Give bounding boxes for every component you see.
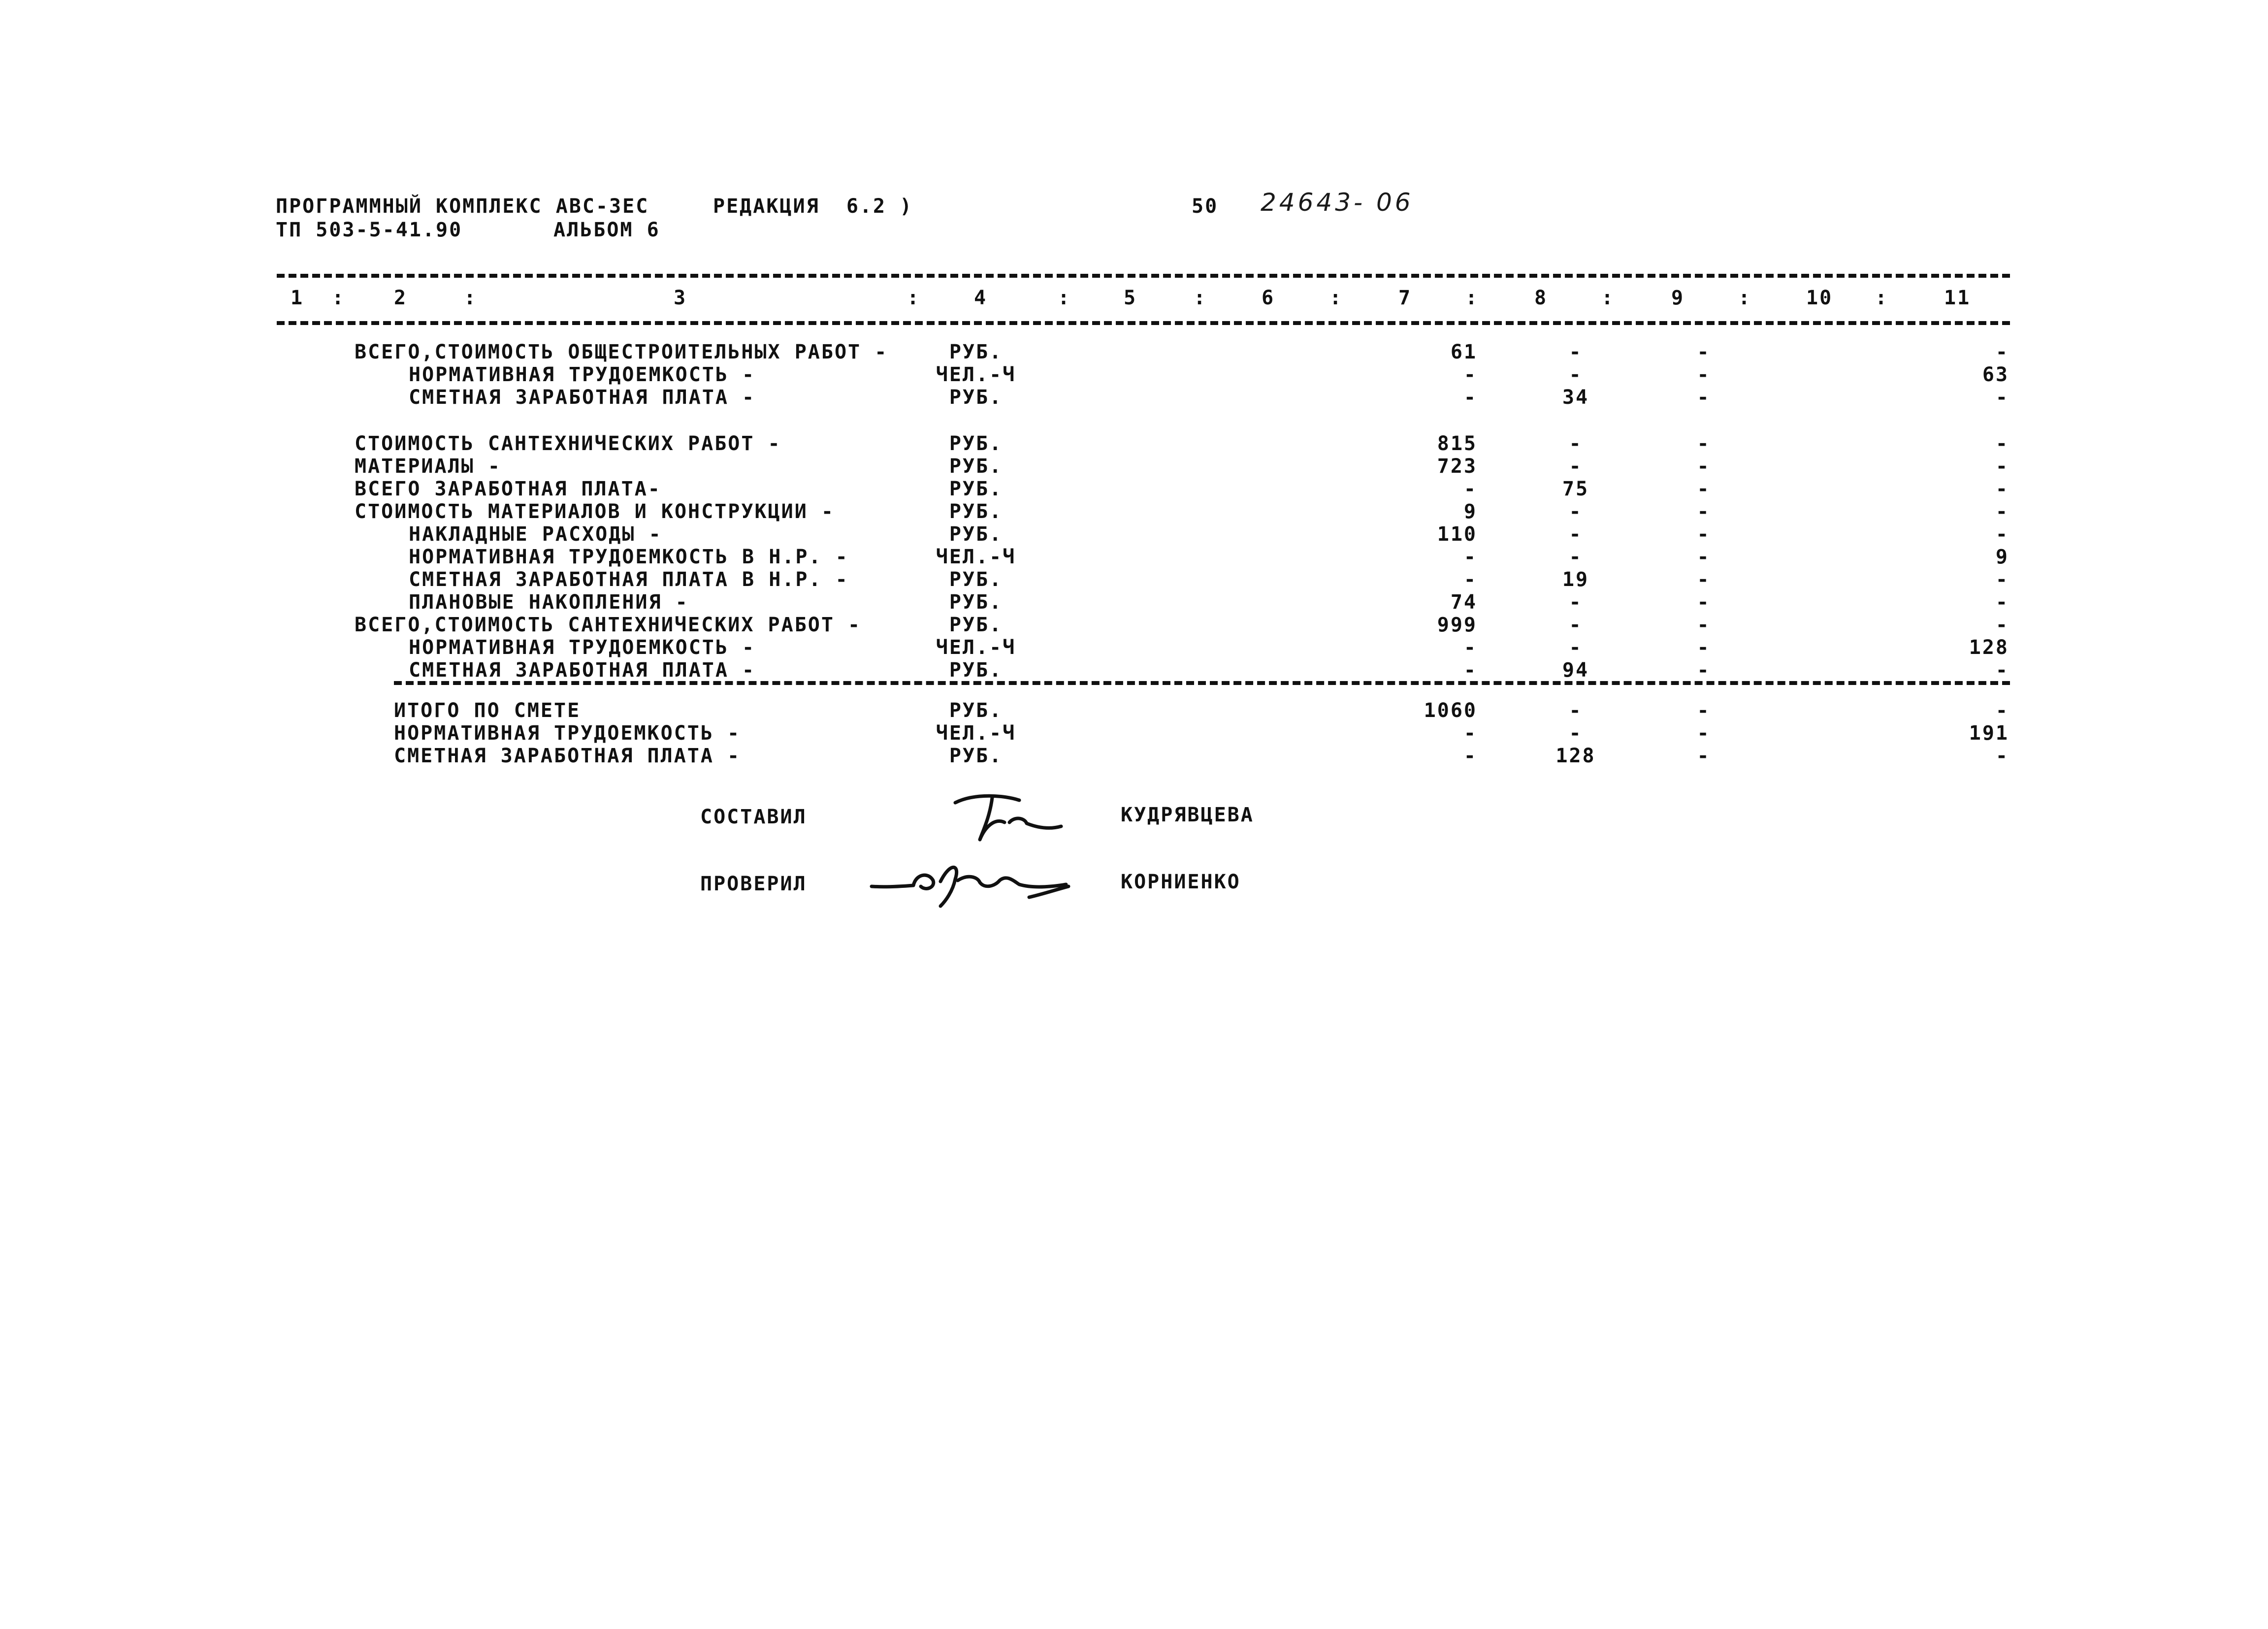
header-program: ПРОГРАММНЫЙ КОМПЛЕКС АВС-3ЕС xyxy=(276,195,649,218)
col-sep: : xyxy=(1465,287,1479,309)
row-label: СТОИМОСТЬ МАТЕРИАЛОВ И КОНСТРУКЦИИ - xyxy=(355,500,835,523)
row-unit: РУБ. xyxy=(949,591,1003,614)
row-col8: - xyxy=(1569,636,1583,659)
row-label: МАТЕРИАЛЫ - xyxy=(355,455,501,478)
row-col11: 191 xyxy=(1969,722,2009,745)
row-col9: - xyxy=(1697,432,1711,455)
row-col11: - xyxy=(1995,386,2009,409)
compiled-signature xyxy=(945,788,1073,847)
row-label: ВСЕГО ЗАРАБОТНАЯ ПЛАТА- xyxy=(355,478,661,500)
col-3: 3 xyxy=(674,287,687,309)
row-unit: РУБ. xyxy=(949,478,1003,500)
row-label: НОРМАТИВНАЯ ТРУДОЕМКОСТЬ - xyxy=(409,636,756,659)
row-col9: - xyxy=(1697,722,1711,745)
row-unit: ЧЕЛ.-Ч xyxy=(936,636,1016,659)
row-col7: 74 xyxy=(1450,591,1477,614)
row-col9: - xyxy=(1697,363,1711,386)
header-edition: РЕДАКЦИЯ 6.2 ) xyxy=(713,195,913,218)
row-col8: - xyxy=(1569,523,1583,546)
row-unit: ЧЕЛ.-Ч xyxy=(936,363,1016,386)
col-1: 1 xyxy=(291,287,304,309)
row-col8: 34 xyxy=(1562,386,1589,409)
compiled-by-label: СОСТАВИЛ xyxy=(700,806,807,828)
row-col8: 19 xyxy=(1562,568,1589,591)
row-col9: - xyxy=(1697,455,1711,478)
table-header-rule xyxy=(277,321,2010,325)
row-unit: РУБ. xyxy=(949,659,1003,682)
row-col7: 723 xyxy=(1437,455,1477,478)
row-col7: - xyxy=(1463,546,1477,568)
row-col7: - xyxy=(1463,568,1477,591)
col-sep: : xyxy=(1194,287,1207,309)
row-col11: - xyxy=(1995,614,2009,636)
col-7: 7 xyxy=(1398,287,1412,309)
row-col9: - xyxy=(1697,341,1711,363)
row-unit: ЧЕЛ.-Ч xyxy=(936,546,1016,568)
row-unit: РУБ. xyxy=(949,455,1003,478)
row-col9: - xyxy=(1697,614,1711,636)
checked-by-label: ПРОВЕРИЛ xyxy=(700,873,807,895)
col-sep: : xyxy=(1738,287,1752,309)
row-col8: - xyxy=(1569,699,1583,722)
col-4: 4 xyxy=(974,287,988,309)
col-sep: : xyxy=(1058,287,1071,309)
row-col11: 63 xyxy=(1982,363,2009,386)
row-col8: - xyxy=(1569,722,1583,745)
row-col11: - xyxy=(1995,341,2009,363)
row-label: СМЕТНАЯ ЗАРАБОТНАЯ ПЛАТА - xyxy=(409,386,756,409)
row-label: СМЕТНАЯ ЗАРАБОТНАЯ ПЛАТА В Н.Р. - xyxy=(409,568,849,591)
row-col9: - xyxy=(1697,523,1711,546)
col-11: 11 xyxy=(1944,287,1971,309)
row-col9: - xyxy=(1697,568,1711,591)
row-col11: - xyxy=(1995,478,2009,500)
row-col8: - xyxy=(1569,432,1583,455)
col-sep: : xyxy=(1875,287,1889,309)
row-col8: 128 xyxy=(1555,745,1596,767)
header-project: ТП 503-5-41.90 xyxy=(276,219,463,241)
checked-by-name: КОРНИЕНКО xyxy=(1121,871,1241,893)
header-album: АЛЬБОМ 6 xyxy=(553,219,660,241)
col-6: 6 xyxy=(1262,287,1275,309)
row-col7: - xyxy=(1463,722,1477,745)
row-unit: ЧЕЛ.-Ч xyxy=(936,722,1016,745)
col-sep: : xyxy=(907,287,921,309)
row-col7: - xyxy=(1463,659,1477,682)
row-col8: - xyxy=(1569,363,1583,386)
row-label: ВСЕГО,СТОИМОСТЬ ОБЩЕСТРОИТЕЛЬНЫХ РАБОТ - xyxy=(355,341,888,363)
col-sep: : xyxy=(332,287,346,309)
row-col11: 128 xyxy=(1969,636,2009,659)
row-col9: - xyxy=(1697,478,1711,500)
row-col11: - xyxy=(1995,745,2009,767)
row-label: СТОИМОСТЬ САНТЕХНИЧЕСКИХ РАБОТ - xyxy=(355,432,781,455)
row-label: ВСЕГО,СТОИМОСТЬ САНТЕХНИЧЕСКИХ РАБОТ - xyxy=(355,614,862,636)
col-9: 9 xyxy=(1671,287,1685,309)
row-col9: - xyxy=(1697,500,1711,523)
row-col7: - xyxy=(1463,478,1477,500)
row-col11: - xyxy=(1995,455,2009,478)
row-col9: - xyxy=(1697,546,1711,568)
row-label: СМЕТНАЯ ЗАРАБОТНАЯ ПЛАТА - xyxy=(409,659,756,682)
col-10: 10 xyxy=(1806,287,1833,309)
col-sep: : xyxy=(1329,287,1343,309)
row-label: ИТОГО ПО СМЕТЕ xyxy=(394,699,581,722)
row-col7: 815 xyxy=(1437,432,1477,455)
row-col8: 94 xyxy=(1562,659,1589,682)
row-label: ПЛАНОВЫЕ НАКОПЛЕНИЯ - xyxy=(409,591,689,614)
row-unit: РУБ. xyxy=(949,568,1003,591)
row-unit: РУБ. xyxy=(949,432,1003,455)
row-col9: - xyxy=(1697,659,1711,682)
row-col8: - xyxy=(1569,546,1583,568)
row-col11: - xyxy=(1995,568,2009,591)
row-col7: - xyxy=(1463,636,1477,659)
row-col9: - xyxy=(1697,699,1711,722)
table-total-rule xyxy=(394,681,2010,685)
row-col7: 61 xyxy=(1450,341,1477,363)
row-unit: РУБ. xyxy=(949,745,1003,767)
document-number: 24643- 06 xyxy=(1261,188,1414,217)
row-label: НОРМАТИВНАЯ ТРУДОЕМКОСТЬ В Н.Р. - xyxy=(409,546,849,568)
row-col8: - xyxy=(1569,500,1583,523)
row-unit: РУБ. xyxy=(949,523,1003,546)
row-col8: - xyxy=(1569,455,1583,478)
col-5: 5 xyxy=(1124,287,1137,309)
col-2: 2 xyxy=(394,287,408,309)
row-unit: РУБ. xyxy=(949,341,1003,363)
row-col7: 110 xyxy=(1437,523,1477,546)
row-col11: - xyxy=(1995,500,2009,523)
table-top-rule xyxy=(277,274,2010,278)
row-col7: - xyxy=(1463,745,1477,767)
row-col11: - xyxy=(1995,523,2009,546)
row-unit: РУБ. xyxy=(949,386,1003,409)
row-label: НОРМАТИВНАЯ ТРУДОЕМКОСТЬ - xyxy=(394,722,741,745)
row-label: СМЕТНАЯ ЗАРАБОТНАЯ ПЛАТА - xyxy=(394,745,741,767)
row-unit: РУБ. xyxy=(949,614,1003,636)
col-sep: : xyxy=(464,287,478,309)
row-col7: 1060 xyxy=(1424,699,1477,722)
row-col9: - xyxy=(1697,591,1711,614)
compiled-by-name: КУДРЯВЦЕВА xyxy=(1121,804,1254,826)
row-col9: - xyxy=(1697,386,1711,409)
col-8: 8 xyxy=(1534,287,1548,309)
row-col11: - xyxy=(1995,432,2009,455)
row-col8: - xyxy=(1569,341,1583,363)
checked-signature xyxy=(867,852,1073,911)
row-col11: - xyxy=(1995,699,2009,722)
row-col7: - xyxy=(1463,363,1477,386)
row-label: НАКЛАДНЫЕ РАСХОДЫ - xyxy=(409,523,662,546)
row-label: НОРМАТИВНАЯ ТРУДОЕМКОСТЬ - xyxy=(409,363,756,386)
page-number: 50 xyxy=(1192,195,1219,218)
row-col11: - xyxy=(1995,591,2009,614)
row-col7: - xyxy=(1463,386,1477,409)
row-col9: - xyxy=(1697,636,1711,659)
row-col11: 9 xyxy=(1995,546,2009,568)
row-col7: 9 xyxy=(1463,500,1477,523)
row-col7: 999 xyxy=(1437,614,1477,636)
row-col11: - xyxy=(1995,659,2009,682)
row-unit: РУБ. xyxy=(949,699,1003,722)
row-col8: - xyxy=(1569,591,1583,614)
row-col8: - xyxy=(1569,614,1583,636)
row-col8: 75 xyxy=(1562,478,1589,500)
row-unit: РУБ. xyxy=(949,500,1003,523)
row-col9: - xyxy=(1697,745,1711,767)
col-sep: : xyxy=(1601,287,1615,309)
